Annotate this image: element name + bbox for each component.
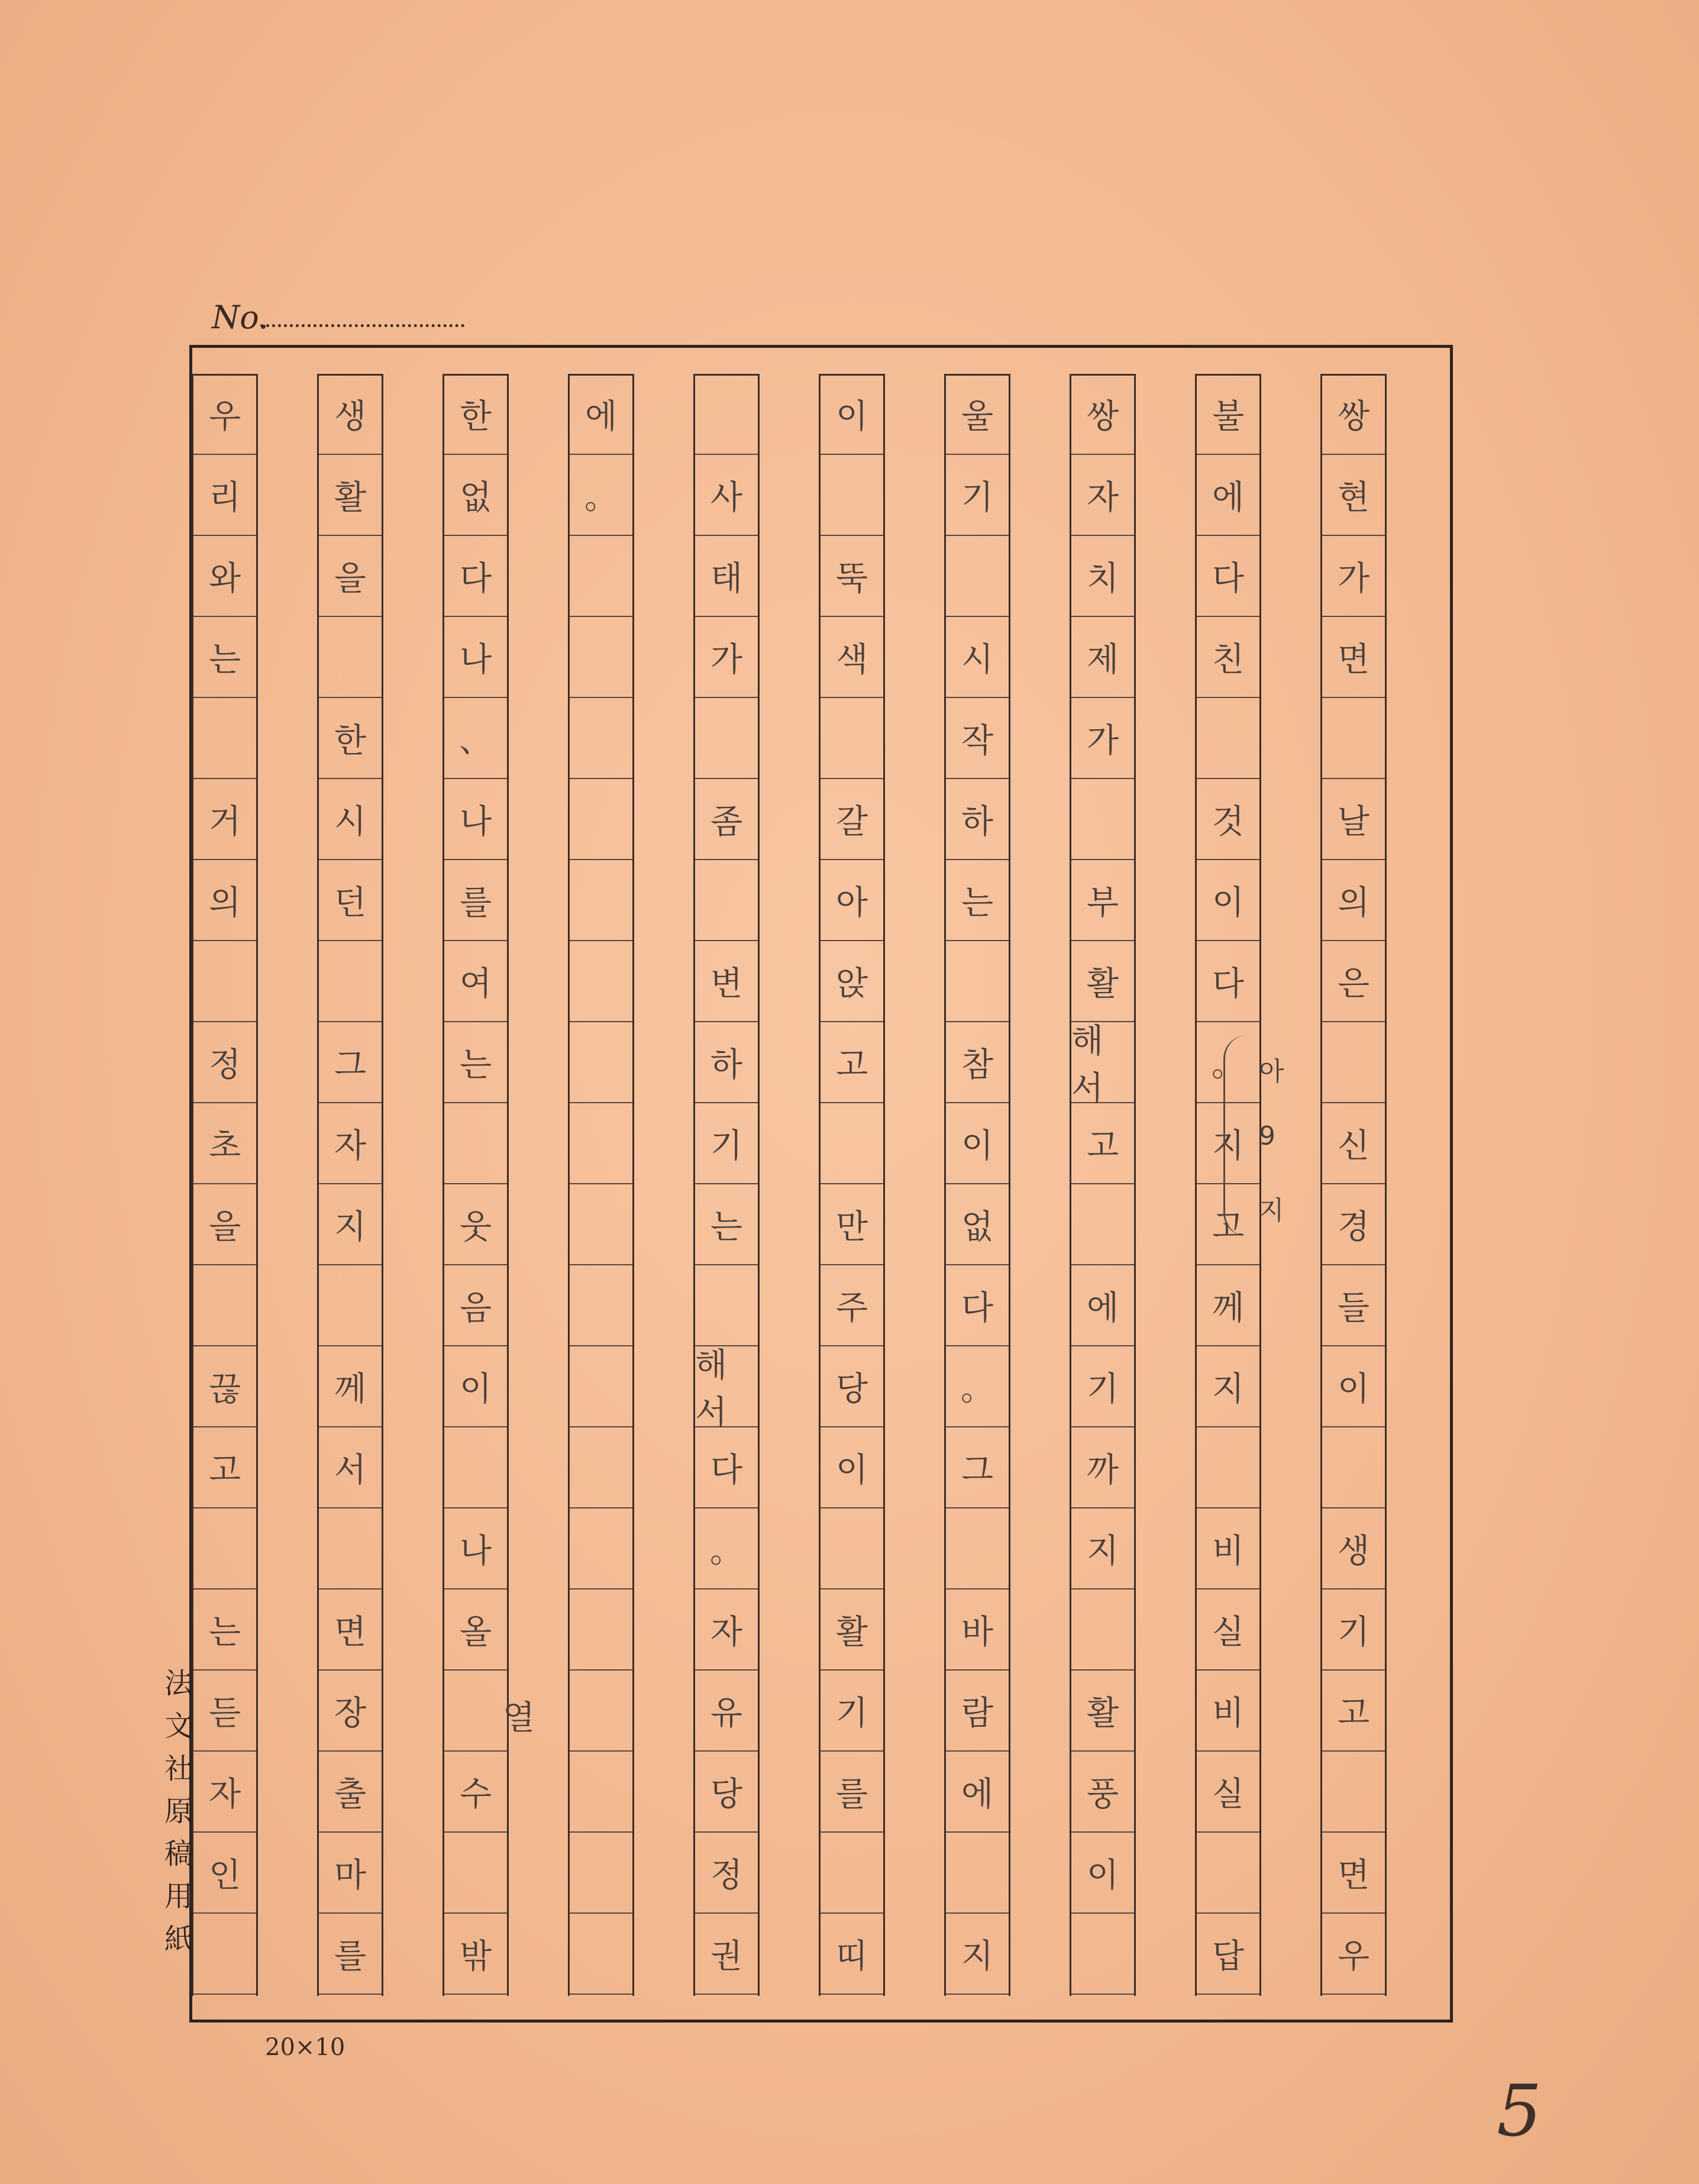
manuscript-cell: 기 xyxy=(695,1103,758,1184)
manuscript-cell: 다 xyxy=(946,1265,1009,1346)
manuscript-cell xyxy=(319,941,382,1022)
manuscript-cell: 。 xyxy=(570,455,632,536)
manuscript-cell xyxy=(444,1103,507,1184)
sheet-number-label: No. xyxy=(212,299,269,336)
manuscript-cell: 태 xyxy=(695,536,758,617)
manuscript-cell: 나 xyxy=(444,1508,507,1589)
manuscript-cell: 이 xyxy=(946,1103,1009,1184)
margin-insertion: 열 xyxy=(503,1699,535,1737)
manuscript-cell xyxy=(695,1265,758,1346)
manuscript-cell: 풍 xyxy=(1071,1752,1134,1833)
manuscript-cell: 다 xyxy=(695,1427,758,1508)
manuscript-cell: 까 xyxy=(1071,1427,1134,1508)
manuscript-column xyxy=(1070,374,1136,1996)
manuscript-cell: 의 xyxy=(193,860,256,941)
manuscript-cell: 경 xyxy=(1322,1184,1385,1265)
manuscript-cell: 에 xyxy=(1197,455,1259,536)
manuscript-column xyxy=(944,374,1010,1996)
manuscript-cell: 이 xyxy=(1197,860,1259,941)
manuscript-cell: 실 xyxy=(1197,1752,1259,1833)
manuscript-cell: 해서 xyxy=(1071,1022,1134,1103)
manuscript-cell: 제 xyxy=(1071,617,1134,698)
manuscript-cell: 면 xyxy=(1322,1833,1385,1914)
manuscript-cell: 거 xyxy=(193,779,256,860)
manuscript-cell: 。 xyxy=(1197,1022,1259,1103)
manuscript-cell xyxy=(444,1427,507,1508)
manuscript-cell xyxy=(1071,1589,1134,1671)
manuscript-cell xyxy=(319,1265,382,1346)
manuscript-cell: 그 xyxy=(946,1427,1009,1508)
manuscript-cell: 쌍 xyxy=(1322,374,1385,455)
manuscript-cell: 자 xyxy=(1071,455,1134,536)
manuscript-cell: 신 xyxy=(1322,1103,1385,1184)
manuscript-column xyxy=(1320,374,1387,1996)
manuscript-cell: 색 xyxy=(821,617,883,698)
manuscript-cell xyxy=(193,941,256,1022)
manuscript-column xyxy=(192,374,258,1996)
manuscript-cell: 、 xyxy=(444,698,507,779)
manuscript-cell: 던 xyxy=(319,860,382,941)
manuscript-cell: 는 xyxy=(946,860,1009,941)
manuscript-cell: 지 xyxy=(1197,1103,1259,1184)
manuscript-cell: 만 xyxy=(821,1184,883,1265)
manuscript-cell xyxy=(1071,779,1134,860)
manuscript-cell: 기 xyxy=(821,1671,883,1752)
manuscript-cell xyxy=(193,1508,256,1589)
manuscript-cell: 면 xyxy=(319,1589,382,1671)
manuscript-cell: 에 xyxy=(946,1752,1009,1833)
manuscript-cell: 앉 xyxy=(821,941,883,1022)
manuscript-cell: 실 xyxy=(1197,1589,1259,1671)
manuscript-cell: 가 xyxy=(1322,536,1385,617)
manuscript-cell: 변 xyxy=(695,941,758,1022)
page-number: 5 xyxy=(1497,2070,1542,2153)
manuscript-cell: 다 xyxy=(1197,536,1259,617)
manuscript-cell: 한 xyxy=(319,698,382,779)
manuscript-cell: 당 xyxy=(821,1346,883,1427)
manuscript-cell: 정 xyxy=(695,1833,758,1914)
manuscript-cell xyxy=(695,860,758,941)
manuscript-column xyxy=(317,374,383,1996)
manuscript-cell: 주 xyxy=(821,1265,883,1346)
manuscript-cell: 가 xyxy=(1071,698,1134,779)
manuscript-cell: 다 xyxy=(1197,941,1259,1022)
manuscript-cell: 좀 xyxy=(695,779,758,860)
manuscript-cell: 쌍 xyxy=(1071,374,1134,455)
imprint-char: 社 xyxy=(164,1752,193,1785)
manuscript-cell xyxy=(193,1265,256,1346)
manuscript-cell: 가 xyxy=(695,617,758,698)
manuscript-column xyxy=(568,374,634,1996)
manuscript-cell: 울 xyxy=(946,374,1009,455)
manuscript-cell: 활 xyxy=(821,1589,883,1671)
manuscript-cell: 나 xyxy=(444,779,507,860)
manuscript-cell: 는 xyxy=(193,617,256,698)
manuscript-cell xyxy=(570,1103,632,1184)
manuscript-cell: 는 xyxy=(193,1589,256,1671)
manuscript-cell: 아 xyxy=(821,860,883,941)
manuscript-cell: 고 xyxy=(1322,1671,1385,1752)
manuscript-cell xyxy=(444,1833,507,1914)
manuscript-cell xyxy=(444,1671,507,1752)
manuscript-cell: 은 xyxy=(1322,941,1385,1022)
manuscript-cell: 여 xyxy=(444,941,507,1022)
manuscript-cell xyxy=(821,455,883,536)
publisher-imprint xyxy=(161,1662,196,1960)
manuscript-cell: 정 xyxy=(193,1022,256,1103)
manuscript-column xyxy=(819,374,885,1996)
manuscript-cell: 우 xyxy=(1322,1914,1385,1995)
manuscript-cell xyxy=(570,860,632,941)
manuscript-cell: 생 xyxy=(1322,1508,1385,1589)
manuscript-cell xyxy=(946,1833,1009,1914)
manuscript-cell: 는 xyxy=(695,1184,758,1265)
manuscript-cell: 이 xyxy=(444,1346,507,1427)
manuscript-cell xyxy=(821,1833,883,1914)
manuscript-cell xyxy=(319,617,382,698)
manuscript-cell: 고 xyxy=(821,1022,883,1103)
manuscript-cell xyxy=(570,1671,632,1752)
manuscript-cell: 을 xyxy=(319,536,382,617)
imprint-char: 紙 xyxy=(164,1923,193,1956)
manuscript-cell: 띠 xyxy=(821,1914,883,1995)
manuscript-cell: 치 xyxy=(1071,536,1134,617)
manuscript-cell: 고 xyxy=(193,1427,256,1508)
manuscript-cell: 한 xyxy=(444,374,507,455)
manuscript-cell xyxy=(570,1184,632,1265)
manuscript-cell: 인 xyxy=(193,1833,256,1914)
manuscript-cell xyxy=(570,536,632,617)
manuscript-cell: 음 xyxy=(444,1265,507,1346)
manuscript-cell: 면 xyxy=(1322,617,1385,698)
sheet-number-blank xyxy=(260,324,464,327)
imprint-char: 文 xyxy=(164,1710,193,1743)
grid-size-label: 20×10 xyxy=(265,2034,345,2061)
manuscript-cell: 당 xyxy=(695,1752,758,1833)
manuscript-cell: 고 xyxy=(1197,1184,1259,1265)
manuscript-cell xyxy=(570,1589,632,1671)
manuscript-cell: 밖 xyxy=(444,1914,507,1995)
manuscript-cell: 우 xyxy=(193,374,256,455)
manuscript-cell xyxy=(695,374,758,455)
manuscript-cell xyxy=(1197,1833,1259,1914)
manuscript-cell: 활 xyxy=(1071,1671,1134,1752)
manuscript-cell: 작 xyxy=(946,698,1009,779)
manuscript-cell: 마 xyxy=(319,1833,382,1914)
manuscript-cell: 시 xyxy=(319,779,382,860)
manuscript-cell xyxy=(570,1265,632,1346)
manuscript-cell: 자 xyxy=(695,1589,758,1671)
manuscript-cell xyxy=(1197,1427,1259,1508)
manuscript-cell xyxy=(570,1022,632,1103)
manuscript-cell: 지 xyxy=(1071,1508,1134,1589)
manuscript-cell: 웃 xyxy=(444,1184,507,1265)
manuscript-cell: 유 xyxy=(695,1671,758,1752)
bracket-annotation-text: 9 xyxy=(1259,1121,1275,1151)
manuscript-cell xyxy=(570,941,632,1022)
manuscript-cell xyxy=(695,698,758,779)
manuscript-cell: 나 xyxy=(444,617,507,698)
manuscript-cell: 비 xyxy=(1197,1671,1259,1752)
manuscript-cell xyxy=(1322,1752,1385,1833)
manuscript-cell xyxy=(821,698,883,779)
manuscript-cell xyxy=(946,536,1009,617)
manuscript-cell xyxy=(1322,1427,1385,1508)
manuscript-cell: 시 xyxy=(946,617,1009,698)
manuscript-cell: 기 xyxy=(946,455,1009,536)
manuscript-cell: 뚝 xyxy=(821,536,883,617)
manuscript-cell: 을 xyxy=(193,1184,256,1265)
manuscript-cell: 는 xyxy=(444,1022,507,1103)
manuscript-cell: 를 xyxy=(444,860,507,941)
manuscript-cell xyxy=(570,1427,632,1508)
manuscript-cell xyxy=(1322,1022,1385,1103)
manuscript-cell: 출 xyxy=(319,1752,382,1833)
manuscript-cell: 친 xyxy=(1197,617,1259,698)
manuscript-cell xyxy=(1071,1914,1134,1995)
manuscript-cell: 날 xyxy=(1322,779,1385,860)
manuscript-cell: 권 xyxy=(695,1914,758,1995)
imprint-char: 法 xyxy=(164,1667,193,1700)
manuscript-cell: 그 xyxy=(319,1022,382,1103)
manuscript-cell: 리 xyxy=(193,455,256,536)
manuscript-cell: 들 xyxy=(1322,1265,1385,1346)
manuscript-cell: 사 xyxy=(695,455,758,536)
manuscript-cell: 에 xyxy=(570,374,632,455)
manuscript-cell: 끊 xyxy=(193,1346,256,1427)
manuscript-cell xyxy=(570,1508,632,1589)
manuscript-cell: 답 xyxy=(1197,1914,1259,1995)
manuscript-cell xyxy=(570,1833,632,1914)
manuscript-cell: 듣 xyxy=(193,1671,256,1752)
manuscript-cell: 해서 xyxy=(695,1346,758,1427)
imprint-char: 用 xyxy=(164,1880,193,1913)
manuscript-cell xyxy=(1197,698,1259,779)
manuscript-cell: 갈 xyxy=(821,779,883,860)
manuscript-cell xyxy=(1071,1184,1134,1265)
manuscript-cell: 지 xyxy=(946,1914,1009,1995)
manuscript-cell: 하 xyxy=(695,1022,758,1103)
manuscript-cell: 지 xyxy=(1197,1346,1259,1427)
manuscript-cell: 를 xyxy=(319,1914,382,1995)
manuscript-cell: 람 xyxy=(946,1671,1009,1752)
manuscript-cell: 의 xyxy=(1322,860,1385,941)
manuscript-cell: 다 xyxy=(444,536,507,617)
manuscript-cell: 를 xyxy=(821,1752,883,1833)
manuscript-cell: 장 xyxy=(319,1671,382,1752)
manuscript-cell: 것 xyxy=(1197,779,1259,860)
manuscript-cell: 께 xyxy=(1197,1265,1259,1346)
manuscript-cell xyxy=(821,1508,883,1589)
manuscript-cell: 초 xyxy=(193,1103,256,1184)
manuscript-cell: 수 xyxy=(444,1752,507,1833)
manuscript-cell: 생 xyxy=(319,374,382,455)
manuscript-cell: 이 xyxy=(1322,1346,1385,1427)
manuscript-cell: 자 xyxy=(319,1103,382,1184)
manuscript-cell: 께 xyxy=(319,1346,382,1427)
manuscript-cell: 활 xyxy=(1071,941,1134,1022)
manuscript-cell xyxy=(570,1752,632,1833)
bracket-annotation-text: 아 xyxy=(1259,1057,1284,1087)
manuscript-cell: 서 xyxy=(319,1427,382,1508)
manuscript-cell xyxy=(946,941,1009,1022)
manuscript-column xyxy=(693,374,760,1996)
manuscript-cell: 기 xyxy=(1322,1589,1385,1671)
manuscript-cell: 현 xyxy=(1322,455,1385,536)
manuscript-column xyxy=(442,374,509,1996)
manuscript-cell: 없 xyxy=(946,1184,1009,1265)
manuscript-cell: 바 xyxy=(946,1589,1009,1671)
manuscript-cell: 참 xyxy=(946,1022,1009,1103)
manuscript-cell: 고 xyxy=(1071,1103,1134,1184)
manuscript-cell xyxy=(1322,698,1385,779)
manuscript-cell xyxy=(570,617,632,698)
manuscript-cell xyxy=(319,1508,382,1589)
manuscript-cell: 불 xyxy=(1197,374,1259,455)
manuscript-cell: 부 xyxy=(1071,860,1134,941)
manuscript-cell xyxy=(946,1508,1009,1589)
manuscript-cell: 지 xyxy=(319,1184,382,1265)
imprint-char: 原 xyxy=(164,1795,193,1828)
manuscript-cell: 에 xyxy=(1071,1265,1134,1346)
manuscript-cell xyxy=(570,698,632,779)
manuscript-cell: 이 xyxy=(1071,1833,1134,1914)
manuscript-cell: 와 xyxy=(193,536,256,617)
bracket-annotation-text: 지 xyxy=(1259,1196,1284,1226)
imprint-char: 稿 xyxy=(164,1837,193,1870)
manuscript-cell xyxy=(821,1103,883,1184)
manuscript-cell xyxy=(570,1346,632,1427)
manuscript-cell: 활 xyxy=(319,455,382,536)
manuscript-cell: 이 xyxy=(821,1427,883,1508)
manuscript-cell xyxy=(193,1914,256,1995)
manuscript-cell xyxy=(570,1914,632,1995)
manuscript-cell: 올 xyxy=(444,1589,507,1671)
manuscript-cell: 하 xyxy=(946,779,1009,860)
manuscript-cell: 기 xyxy=(1071,1346,1134,1427)
manuscript-cell: 。 xyxy=(695,1508,758,1589)
manuscript-cell: 。 xyxy=(946,1346,1009,1427)
manuscript-cell xyxy=(193,698,256,779)
manuscript-cell: 없 xyxy=(444,455,507,536)
manuscript-cell xyxy=(570,779,632,860)
manuscript-cell: 이 xyxy=(821,374,883,455)
manuscript-cell: 자 xyxy=(193,1752,256,1833)
manuscript-cell: 비 xyxy=(1197,1508,1259,1589)
